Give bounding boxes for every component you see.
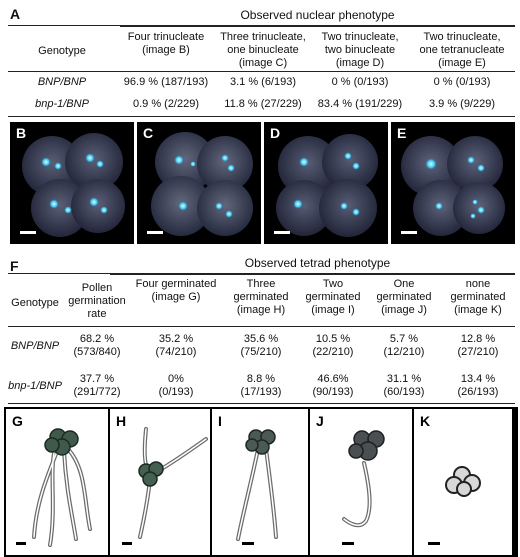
micrograph-label-b: B xyxy=(16,125,27,141)
table-f-cell: 46.6% (90/193) xyxy=(312,373,354,398)
germination-label-g: G xyxy=(12,413,23,429)
pollen-tubes-i xyxy=(212,409,308,555)
tetrad-fluorescence-b xyxy=(10,122,134,244)
pollen-tubes-g xyxy=(6,409,108,555)
table-f-header-rule xyxy=(8,326,515,327)
table-f-row2-genotype: bnp-1/BNP xyxy=(8,380,62,392)
table-f-group-header: Observed tetrad phenotype xyxy=(244,256,391,270)
micrograph-e xyxy=(391,122,515,244)
table-f-row1-genotype: BNP/BNP xyxy=(10,340,60,352)
table-a-col4-header: Two trinucleate, one tetranucleate (image E) xyxy=(419,31,505,69)
table-a-cell: 0 % (0/193) xyxy=(331,76,389,88)
tetrad-fluorescence-c xyxy=(137,122,261,244)
table-f-cell: 31.1 % (60/193) xyxy=(383,373,425,398)
table-f-col-one-header: One germinated (image J) xyxy=(376,278,432,316)
table-a-col3-header: Two trinucleate, two binucleate (image D) xyxy=(321,31,399,69)
scale-bar xyxy=(147,231,163,234)
table-a-cell: 96.9 % (187/193) xyxy=(123,76,209,88)
panel-letter-a: A xyxy=(10,6,21,22)
micrograph-label-e: E xyxy=(397,125,407,141)
table-f-cell: 12.8 % (27/210) xyxy=(457,333,499,358)
germination-label-j: J xyxy=(316,413,324,429)
germination-image-i xyxy=(212,409,310,555)
table-a-genotype-header: Genotype xyxy=(38,45,86,57)
table-f-cell: 10.5 % (22/210) xyxy=(312,333,354,358)
table-a-cell: 0.9 % (2/229) xyxy=(132,98,200,110)
table-a-cell: 0 % (0/193) xyxy=(433,76,491,88)
micrograph-b xyxy=(10,122,134,244)
table-f-cell: 35.2 % (74/210) xyxy=(155,333,197,358)
germination-label-i: I xyxy=(218,413,222,429)
germination-image-k xyxy=(414,409,512,555)
table-a-cell: 83.4 % (191/229) xyxy=(317,98,403,110)
table-f-cell: 68.2 % (573/840) xyxy=(73,333,121,358)
table-a-cell: 3.9 % (9/229) xyxy=(428,98,496,110)
scale-bar xyxy=(342,542,354,545)
germination-label-k: K xyxy=(420,413,431,429)
tetrad-fluorescence-d xyxy=(264,122,388,244)
scale-bar xyxy=(428,542,440,545)
table-a-cell: 11.8 % (27/229) xyxy=(224,98,302,110)
scale-bar xyxy=(401,231,417,234)
table-f-cell: 8.8 % (17/193) xyxy=(240,373,282,398)
micrograph-label-d: D xyxy=(270,125,281,141)
table-a-row2-genotype: bnp-1/BNP xyxy=(35,98,89,110)
germination-image-h xyxy=(110,409,212,555)
germination-label-h: H xyxy=(116,413,127,429)
table-f-cell: 5.7 % (12/210) xyxy=(383,333,425,358)
table-f-col-three-header: Three germinated (image H) xyxy=(233,278,289,316)
table-a-header-rule xyxy=(8,71,515,72)
table-a-bottom-rule xyxy=(8,116,515,117)
micrograph-label-c: C xyxy=(143,125,154,141)
table-a-group-header: Observed nuclear phenotype xyxy=(240,8,395,22)
table-a-row1-genotype: BNP/BNP xyxy=(37,76,87,88)
table-a-col2-header: Three trinucleate, one binucleate (image C) xyxy=(220,31,306,69)
table-f-cell: 13.4 % (26/193) xyxy=(457,373,499,398)
scale-bar xyxy=(16,542,26,545)
pollen-tubes-h xyxy=(110,409,210,555)
panel-letter-f: F xyxy=(10,258,19,274)
micrograph-c xyxy=(137,122,261,244)
table-f-bottom-rule xyxy=(8,403,515,404)
table-f-cell: 37.7 % (291/772) xyxy=(73,373,121,398)
table-f-genotype-header: Genotype xyxy=(11,297,59,309)
pollen-tetrad-k xyxy=(414,409,512,555)
scale-bar xyxy=(242,542,254,545)
pollen-tubes-j xyxy=(310,409,412,555)
table-f-cell: 0% (0/193) xyxy=(158,373,194,398)
table-f-col-pollen-header: Pollen germination rate xyxy=(68,282,126,320)
table-f-col-none-header: none germinated (image K) xyxy=(450,278,506,316)
scale-bar xyxy=(122,542,132,545)
table-a-group-rule xyxy=(120,26,515,27)
table-a-cell: 3.1 % (6/193) xyxy=(229,76,297,88)
scale-bar xyxy=(20,231,36,234)
table-f-group-rule xyxy=(110,274,515,275)
tetrad-fluorescence-e xyxy=(391,122,515,244)
table-f-col-two-header: Two germinated (image I) xyxy=(305,278,361,316)
table-a-col1-header: Four trinucleate (image B) xyxy=(127,31,205,56)
table-f-col-four-header: Four germinated (image G) xyxy=(135,278,217,303)
micrograph-d xyxy=(264,122,388,244)
scale-bar xyxy=(274,231,290,234)
germination-image-j xyxy=(310,409,414,555)
germination-image-g xyxy=(6,409,110,555)
table-f-cell: 35.6 % (75/210) xyxy=(240,333,282,358)
